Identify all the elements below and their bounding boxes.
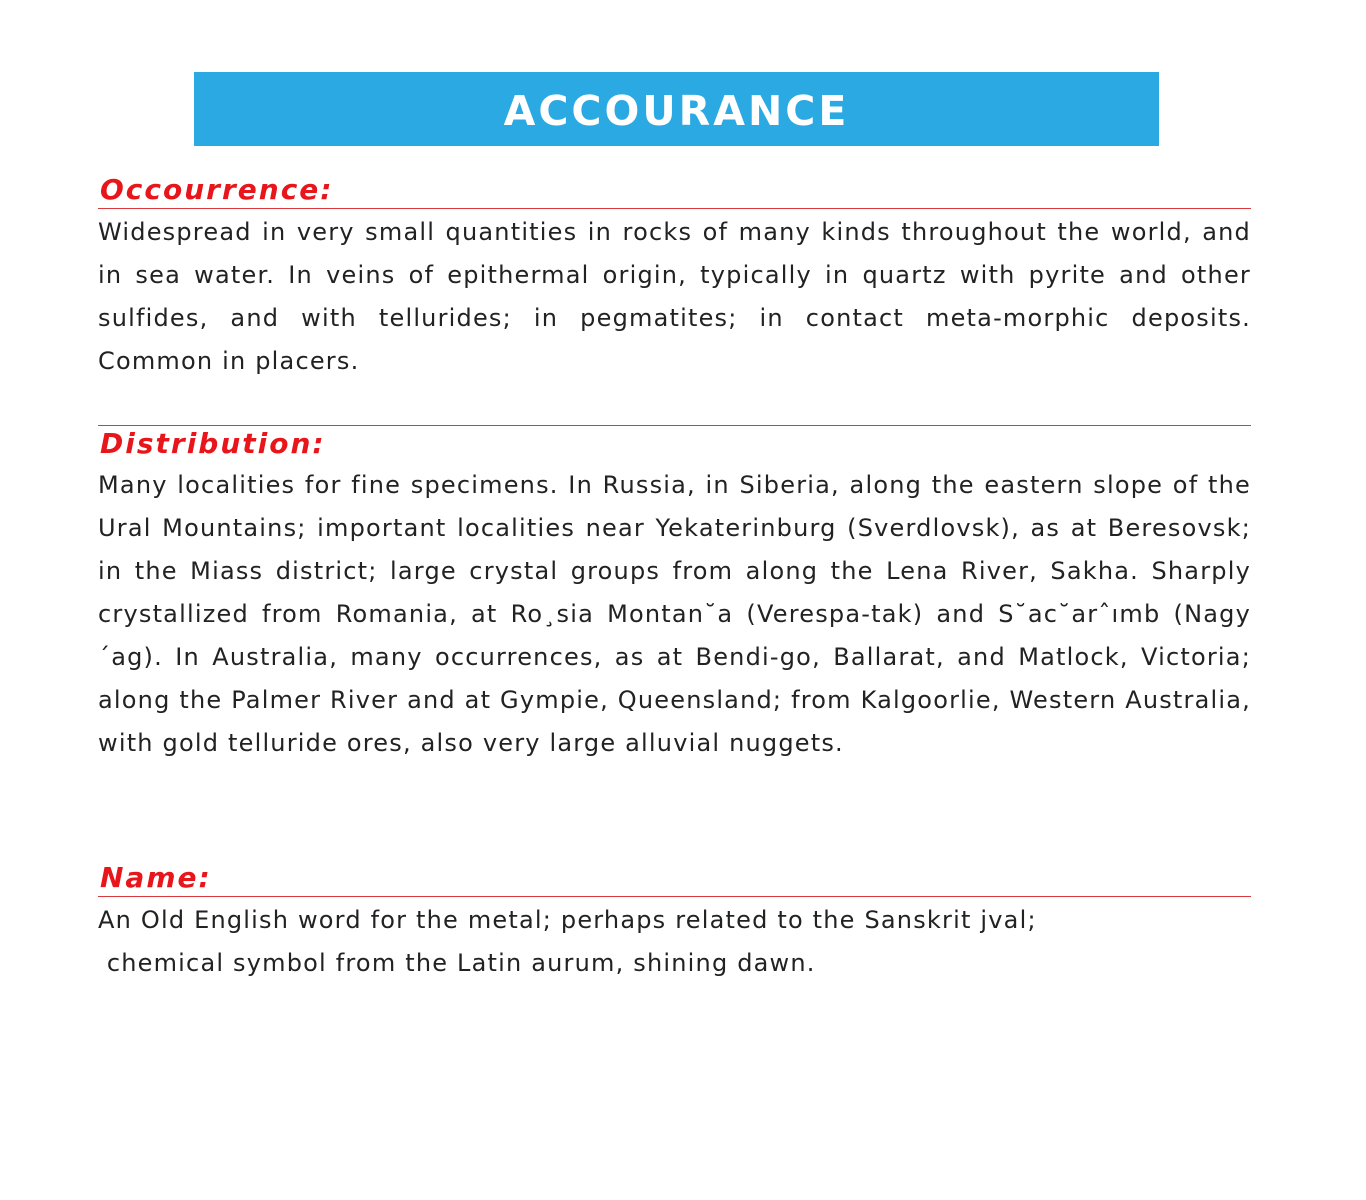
name-text [98, 899, 1251, 985]
name-section [98, 860, 1251, 985]
name-divider [98, 896, 1251, 897]
page-title: ACCOURANCE [503, 86, 850, 135]
distribution-heading: Distribution: [100, 427, 326, 460]
occurrence-section [98, 172, 1251, 383]
occurrence-text: Widespread in very small quantities in rocks of many kinds throughout the world, and in sea water. In veins of epithermal origin, typically in quartz with pyrite and other sulfides, and with tellurides; in pegmatites; in contact meta-morphic deposits. Common in placers. [98, 218, 1251, 375]
name-heading: Name: [100, 861, 212, 894]
distribution-text: Many localities for fine specimens. In Russia, in Siberia, along the eastern slope of the Ural Mountains; important localities near Yekaterinburg (Sverdlovsk), as at Beresovsk; in the Miass district; large crystal groups from along the Lena River, Sakha. Sharply crystallized from Romania, at Ro¸sia Montan˘a (Verespa-tak) and S˘ac˘arˆımb (Nagy´ag). In Australia, many occurrences, as at Bendi-go, Ballarat, and Matlock, Victoria; along the Palmer River and at Gympie, Queensland; from Kalgoorlie, Western Australia, with gold telluride ores, also very large alluvial nuggets. [98, 471, 1251, 757]
distribution-section [98, 425, 1251, 765]
occurrence-divider [98, 208, 1251, 209]
occurrence-heading: Occourrence: [100, 173, 334, 206]
name-text-line-2: chemical symbol from the Latin aurum, shining dawn. [98, 949, 816, 977]
title-banner [194, 72, 1159, 146]
name-text-line-1: An Old English word for the metal; perhaps related to the Sanskrit jval; [98, 906, 1037, 934]
